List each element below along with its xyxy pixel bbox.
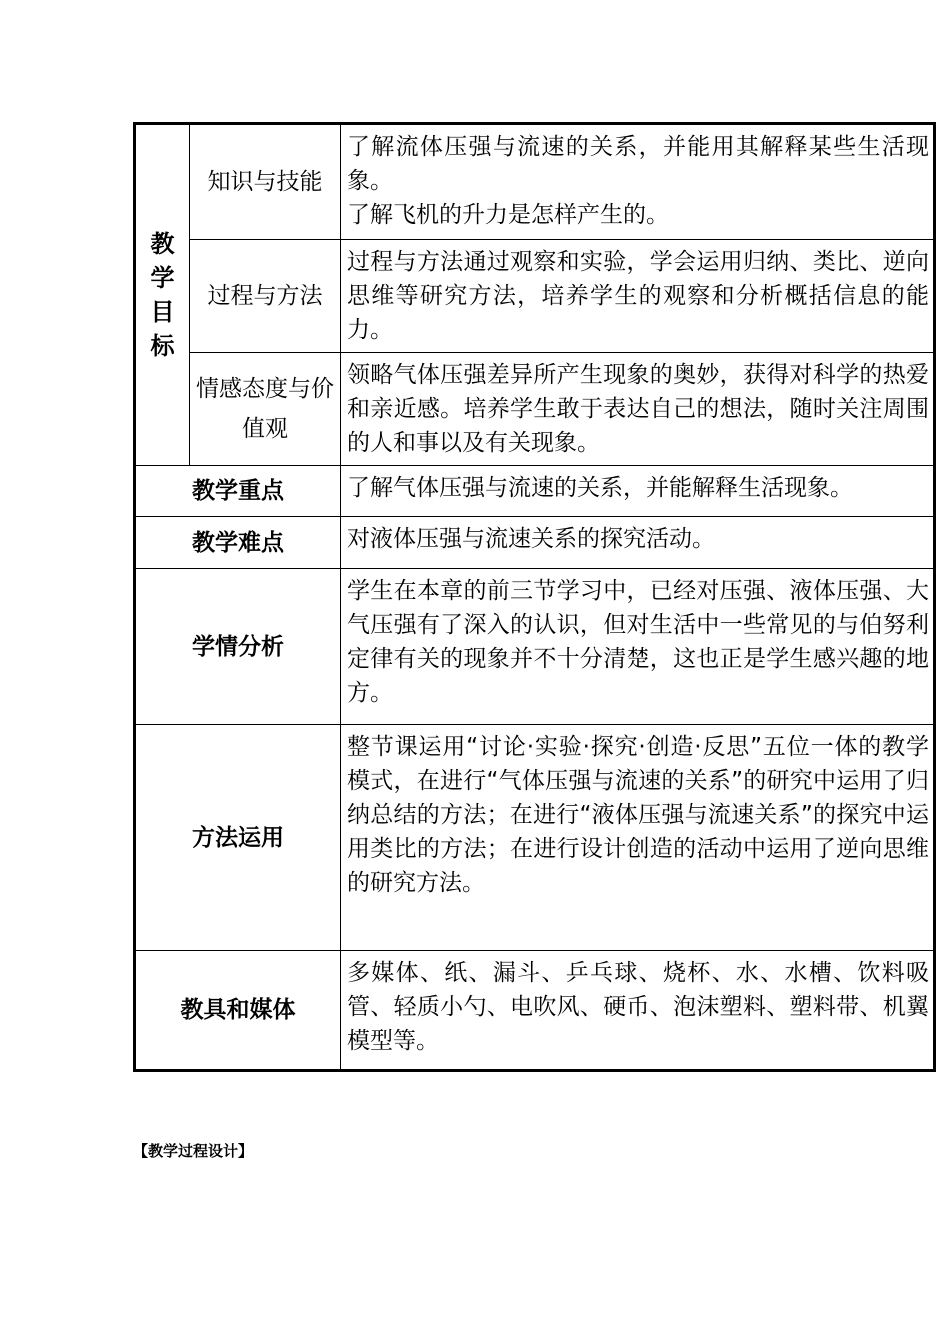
method-text: 整节课运用“讨论·实验·探究·创造·反思”五位一体的教学模式，在进行“气体压强与流速的关系”的研究中运用了归纳总结的方法；在进行“液体压强与流速关系”的探究中运用类比的方法；在进行设计创造的活动中运用了逆向思维的研究方法。	[341, 725, 935, 951]
objective-row-knowledge	[135, 124, 935, 240]
student-analysis-label: 学情分析	[135, 569, 341, 725]
difficulties-label: 教学难点	[135, 517, 341, 569]
lesson-plan-table	[133, 122, 936, 1072]
objectives-header: 教学目标	[150, 229, 175, 360]
objective-row-attitude	[135, 353, 935, 466]
difficulties-row	[135, 517, 935, 569]
objective-label-knowledge: 知识与技能	[190, 124, 341, 240]
objective-text-knowledge-line-2: 了解飞机的升力是怎样产生的。	[347, 202, 669, 228]
objective-text-attitude	[341, 353, 935, 466]
objective-text-knowledge-line-1: 了解流体压强与流速的关系，并能用其解释某些生活现象。	[347, 134, 929, 194]
key-points-text: 了解气体压强与流速的关系，并能解释生活现象。	[341, 466, 935, 517]
student-analysis-text: 学生在本章的前三节学习中，已经对压强、液体压强、大气压强有了深入的认识，但对生活中一些常见的与伯努利定律有关的现象并不十分清楚，这也正是学生感兴趣的地方。	[341, 569, 935, 725]
materials-label: 教具和媒体	[135, 951, 341, 1071]
objective-row-process	[135, 240, 935, 353]
difficulties-text: 对液体压强与流速关系的探究活动。	[341, 517, 935, 569]
objective-text-knowledge	[341, 124, 935, 240]
method-label: 方法运用	[135, 725, 341, 951]
objectives-header-cell	[135, 124, 190, 466]
materials-text: 多媒体、纸、漏斗、乒乓球、烧杯、水、水槽、饮料吸管、轻质小勺、电吹风、硬币、泡沫塑料、塑料带、机翼模型等。	[341, 951, 935, 1071]
objective-label-process: 过程与方法	[190, 240, 341, 353]
objective-text-process-line-1: 过程与方法通过观察和实验，学会运用归纳、类比、逆向思维等研究方法，培养学生的观察和分析概括信息的能力。	[347, 249, 929, 343]
student-analysis-row	[135, 569, 935, 725]
key-points-row	[135, 466, 935, 517]
objective-label-attitude: 情感态度与价值观	[190, 353, 341, 466]
objective-text-attitude-line-1: 领略气体压强差异所产生现象的奥妙，获得对科学的热爱和亲近感。培养学生敢于表达自己的想法，随时关注周围的人和事以及有关现象。	[347, 362, 929, 456]
objective-text-process	[341, 240, 935, 353]
key-points-label: 教学重点	[135, 466, 341, 517]
section-heading: 【教学过程设计】	[133, 1142, 254, 1160]
materials-row	[135, 951, 935, 1071]
method-row	[135, 725, 935, 951]
